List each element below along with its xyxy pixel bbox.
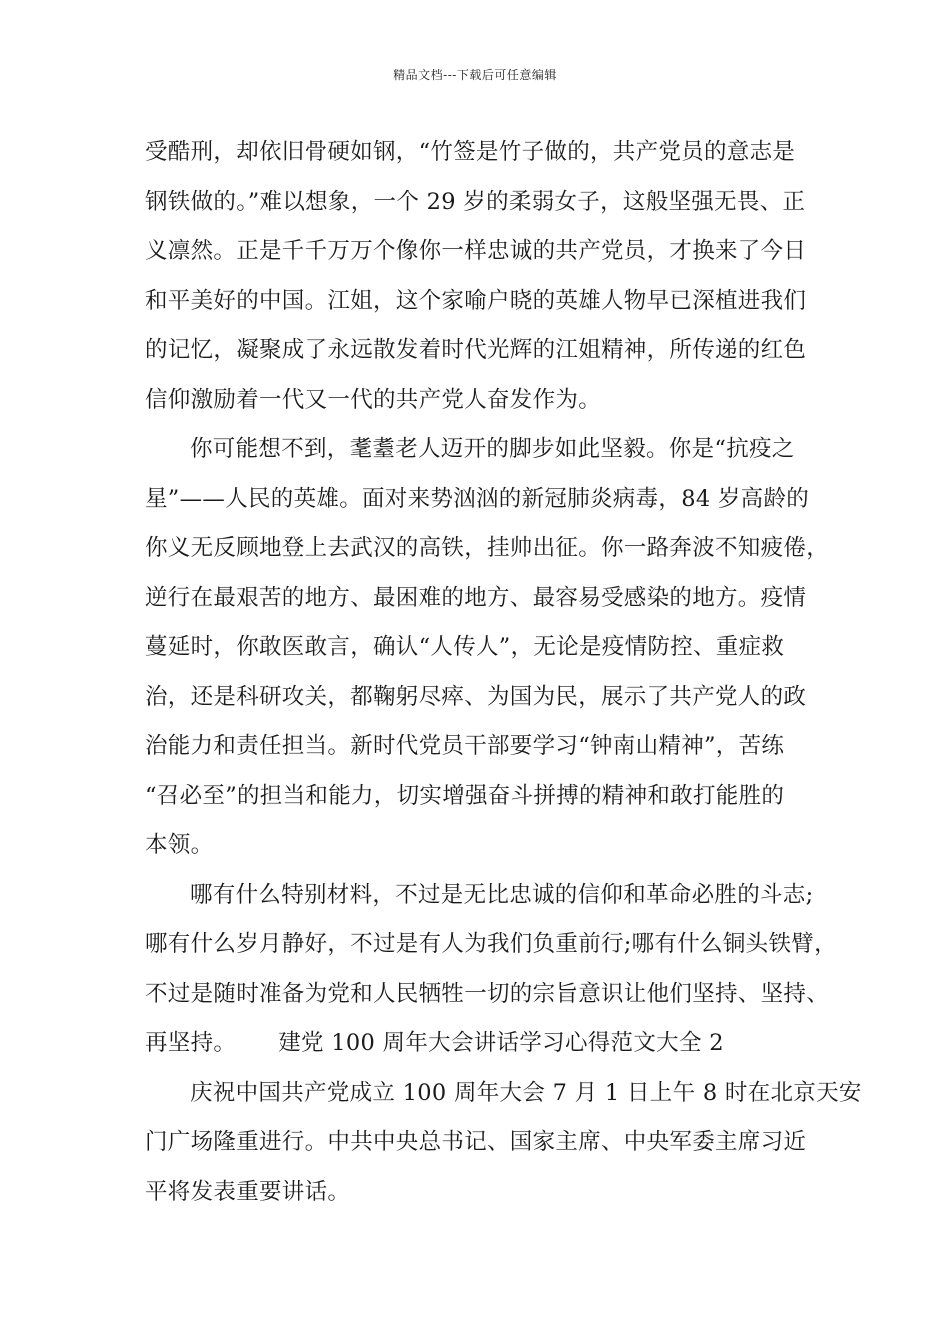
text-line: 庆祝中国共产党成立 100 周年大会 7 月 1 日上午 8 时在北京天安 xyxy=(190,1079,862,1106)
text-line: 哪有什么岁月静好，不过是有人为我们负重前行;哪有什么铜头铁臂， xyxy=(145,931,837,957)
paragraph xyxy=(145,871,837,1069)
text-line: 平将发表重要讲话。 xyxy=(145,1178,351,1205)
text-line: 受酷刑，却依旧骨硬如钢，“竹签是竹子做的，共产党员的意志是 xyxy=(145,139,796,165)
text-line: 的记忆，凝聚成了永远散发着时代光辉的江姐精神，所传递的红色 xyxy=(145,337,807,363)
text-fragment: 再坚持。 xyxy=(145,1030,237,1056)
text-line: 钢铁做的。”难以想象，一个 29 岁的柔弱女子，这般坚强无畏、正 xyxy=(145,188,806,215)
text-line: 信仰激励着一代又一代的共产党人奋发作为。 xyxy=(145,386,602,413)
document-body xyxy=(145,128,862,1217)
text-line: 治，还是科研攻关，都鞠躬尽瘁、为国为民，展示了共产党人的政 xyxy=(145,683,807,710)
text-line: 本领。 xyxy=(145,832,214,858)
text-line: 门广场隆重进行。中共中央总书记、国家主席、中央军委主席习近 xyxy=(145,1129,807,1155)
text-line-with-title xyxy=(145,1019,825,1069)
section-title: 建党 100 周年大会讲话学习心得范文大全 2 xyxy=(278,1030,724,1056)
paragraph xyxy=(145,425,830,871)
text-line: 星”——人民的英雄。面对来势汹汹的新冠肺炎病毒，84 岁高龄的 xyxy=(145,485,810,512)
text-line: “召必至”的担当和能力，切实增强奋斗拼搏的精神和敢打能胜的 xyxy=(145,782,785,809)
text-line: 治能力和责任担当。新时代党员干部要学习“钟南山精神”，苦练 xyxy=(145,733,785,759)
text-line: 和平美好的中国。江姐，这个家喻户晓的英雄人物早已深植进我们 xyxy=(145,287,807,314)
text-line: 义凛然。正是千千万万个像你一样忠诚的共产党员，才换来了今日 xyxy=(145,238,807,264)
page-header: 精品文档---下载后可任意编辑 xyxy=(393,68,557,82)
text-line: 不过是随时准备为党和人民牺牲一切的宗旨意识让他们坚持、坚持、 xyxy=(145,980,830,1007)
text-line: 你义无反顾地登上去武汉的高铁，挂帅出征。你一路奔波不知疲倦， xyxy=(145,535,830,561)
text-line: 哪有什么特别材料，不过是无比忠诚的信仰和革命必胜的斗志; xyxy=(190,881,814,908)
text-line: 逆行在最艰苦的地方、最困难的地方、最容易受感染的地方。疫情 xyxy=(145,584,807,611)
text-line: 蔓延时，你敢医敢言，确认“人传人”，无论是疫情防控、重症救 xyxy=(145,634,785,660)
paragraph xyxy=(145,1069,862,1218)
paragraph xyxy=(145,128,825,425)
text-line: 你可能想不到，耄耋老人迈开的脚步如此坚毅。你是“抗疫之 xyxy=(190,436,795,462)
